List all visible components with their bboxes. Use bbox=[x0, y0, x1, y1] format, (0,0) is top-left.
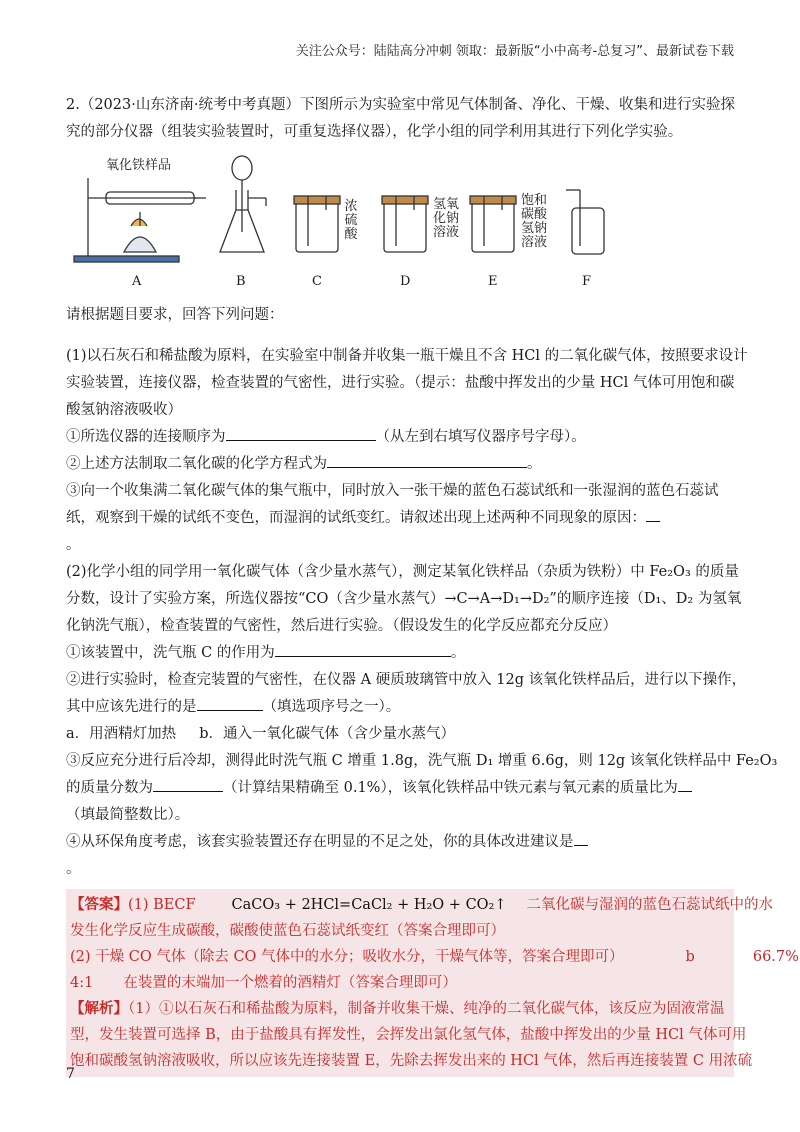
q1a-answer-blank[interactable] bbox=[226, 426, 376, 441]
answer-section bbox=[66, 889, 799, 1077]
q1c-3: 。 bbox=[66, 537, 81, 553]
prompt: 请根据题目要求，回答下列问题： bbox=[66, 307, 284, 323]
q2a-answer-blank[interactable] bbox=[275, 642, 451, 657]
label-b: B bbox=[236, 274, 246, 289]
analysis-line-3: 饱和碳酸氢钠溶液吸收，所以应该先连接装置 E，先除去挥发出来的 HCl 气体，然后再连接装置 C 用浓硫 bbox=[70, 1053, 753, 1069]
part1-text-1: (1)以石灰石和稀盐酸为原料，在实验室中制备并收集一瓶干燥且不含 HCl 的二氧化碳气体，按照要求设计 bbox=[66, 348, 748, 364]
q2c-3: （填最简整数比）。 bbox=[66, 807, 190, 823]
q1c-1: ③向一个收集满二氧化碳气体的集气瓶中，同时放入一张干燥的蓝色石蕊试纸和一张湿润的蓝色石蕊试 bbox=[66, 483, 719, 499]
answer-line-4: 4:1 在装置的末端加一个燃着的酒精灯（答案合理即可） bbox=[70, 975, 457, 991]
part1-text-2: 实验装置，连接仪器，检查装置的气密性，进行实验。（提示：盐酸中挥发出的少量 HCl 气体可用饱和碳 bbox=[66, 375, 735, 391]
analysis-line-2: 型，发生装置可选择 B，由于盐酸具有挥发性，会挥发出氯化氢气体，盐酸中挥发出的少量 HCl 气体可用 bbox=[70, 1027, 747, 1043]
label-e: E bbox=[488, 274, 498, 289]
q2a: ①该装置中，洗气瓶 C 的作用为 。 bbox=[66, 640, 734, 667]
page-header: 关注公众号：陆陆高分冲刺 领取：最新版“小中高考-总复习”、最新试卷下载 bbox=[295, 44, 734, 59]
q2c-1: ③反应充分进行后冷却，测得此时洗气瓶 C 增重 1.8g，洗气瓶 D₁ 增重 6.6g，则 12g 该氧化铁样品中 Fe₂O₃ bbox=[66, 753, 778, 769]
q2d-1: ④从环保角度考虑，该套实验装置还存在明显的不足之处，你的具体改进建议是 bbox=[66, 829, 734, 856]
c-liquid-label: 浓硫酸 bbox=[344, 199, 358, 242]
q1a: ①所选仪器的连接顺序为 （从左到右填写仪器序号字母）。 bbox=[66, 424, 734, 451]
q1b: ②上述方法制取二氧化碳的化学方程式为 。 bbox=[66, 451, 734, 478]
q2b-options: a．用酒精灯加热 b．通入一氧化碳气体（含少量水蒸气） bbox=[66, 726, 455, 742]
q2d-answer-blank[interactable] bbox=[574, 831, 588, 846]
q2b-1: ②进行实验时，检查完装置的气密性，在仪器 A 硬质玻璃管中放入 12g 该氧化铁样品后，进行以下操作， bbox=[66, 672, 747, 688]
question-intro-2: 究的部分仪器（组装实验装置时，可重复选择仪器），化学小组的同学利用其进行下列化学实验。 bbox=[66, 124, 683, 140]
equation: CaCO₃ + 2HCl=CaCl₂ + H₂O + CO₂↑ bbox=[231, 897, 507, 913]
q1b-answer-blank[interactable] bbox=[327, 453, 527, 468]
part1-text-3: 酸氢钠溶液吸收） bbox=[66, 402, 182, 418]
q2c-2: 的质量分数为 （计算结果精确至 0.1%），该氧化铁样品中铁元素与氧元素的质量比为 bbox=[66, 775, 734, 802]
q1c-2: 纸，观察到干燥的试纸不变色，而湿润的试纸变红。请叙述出现上述两种不同现象的原因： bbox=[66, 505, 734, 532]
page-content bbox=[66, 92, 799, 1077]
q2c-answer-blank[interactable] bbox=[153, 777, 223, 792]
part2-text-1: (2)化学小组的同学用一氧化碳气体（含少量水蒸气），测定某氧化铁样品（杂质为铁粉）中 Fe₂O₃ 的质量 bbox=[66, 564, 739, 580]
page-number: 7 bbox=[66, 1066, 75, 1082]
answer-line-3: (2) 干燥 CO 气体（除去 CO 气体中的水分；吸收水分，干燥气体等，答案合理即可） b 66.7% bbox=[70, 949, 799, 965]
part2-text-2: 分数，设计了实验方案，所选仪器按“CO（含少量水蒸气）→C→A→D₁→D₂”的顺序连接（D₁、D₂ 为氢氧 bbox=[66, 591, 742, 607]
q1c-answer-blank[interactable] bbox=[646, 507, 660, 522]
label-d: D bbox=[400, 274, 411, 289]
answer-line-2: 发生化学反应生成碳酸，碳酸使蓝色石蕊试纸变红（答案合理即可） bbox=[70, 923, 505, 939]
question-intro-1: 2.（2023·山东济南·统考中考真题）下图所示为实验室中常见气体制备、净化、干燥、收集和进行实验探 bbox=[66, 97, 735, 113]
answer-line-1: 【答案】(1) BECF CaCO₃ + 2HCl=CaCl₂ + H₂O + CO₂↑ 二氧化碳与湿润的蓝色石蕊试纸中的水 bbox=[70, 896, 774, 913]
q2d-2: 。 bbox=[66, 861, 81, 877]
apparatus-diagram bbox=[66, 150, 734, 300]
label-f: F bbox=[582, 274, 592, 289]
q2c-ratio-blank[interactable] bbox=[678, 777, 692, 792]
e-liquid-label: 饱和碳酸氢钠溶液 bbox=[520, 193, 547, 250]
label-a: A bbox=[132, 274, 142, 289]
q2b-2: 其中应该先进行的是 （填选项序号之一）。 bbox=[66, 694, 734, 721]
d-liquid-label: 氢氧化钠溶液 bbox=[432, 197, 459, 240]
q2b-answer-blank[interactable] bbox=[197, 696, 263, 711]
part2-text-3: 化钠洗气瓶），检查装置的气密性，然后进行实验。（假设发生的化学反应都充分反应） bbox=[66, 618, 617, 634]
sample-label: 氧化铁样品 bbox=[106, 158, 172, 173]
analysis-line-1: 【解析】（1）①以石灰石和稀盐酸为原料，制备并收集干燥、纯净的二氧化碳气体，该反应为固液常温 bbox=[70, 1000, 725, 1017]
label-c: C bbox=[312, 274, 322, 289]
